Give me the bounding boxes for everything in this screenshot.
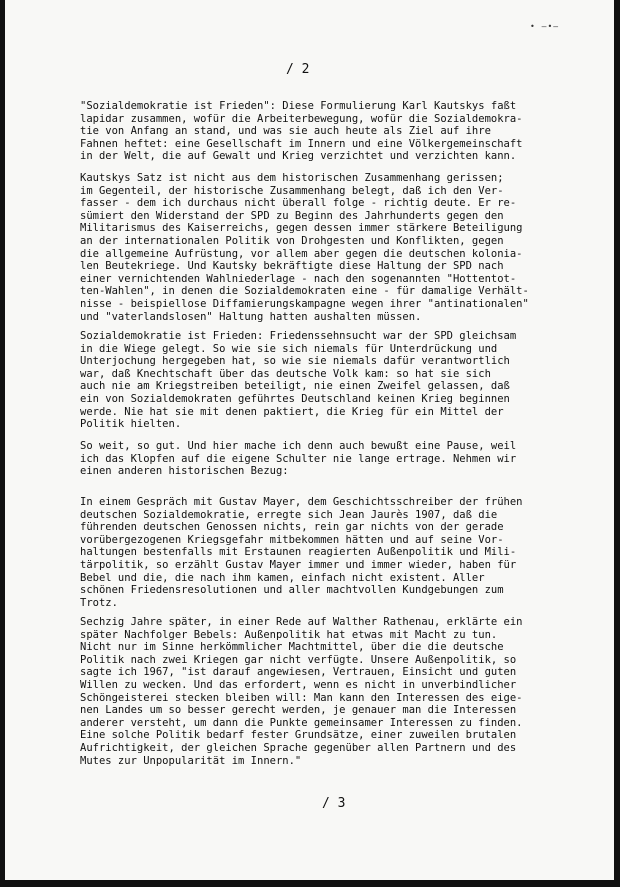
page-number-bottom: / 3 xyxy=(322,796,346,811)
text-line: werde. Nie hat sie mit denen paktiert, die Krieg für ein Mittel der xyxy=(80,405,504,418)
text-line: tie von Anfang an stand, und was sie auch heute als Ziel auf ihre xyxy=(80,125,491,138)
text-line: "Sozialdemokratie ist Frieden": Diese Formulierung Karl Kautskys faßt xyxy=(80,100,517,112)
text-line: Sozialdemokratie ist Frieden: Friedenssehnsucht war der SPD gleichsam xyxy=(80,330,517,342)
text-line: einer vernichtenden Wahlniederlage - nach den sogenannten "Hottentot- xyxy=(80,272,517,285)
text-line: auch nie am Kriegstreiben beteiligt, nie einen Zweifel gelassen, daß xyxy=(80,380,510,393)
text-line: ten-Wahlen", in denen die Sozialdemokraten eine - für damalige Verhält- xyxy=(80,285,529,298)
text-line: lapidar zusammen, wofür die Arbeiterbewegung, wofür die Sozialdemokra- xyxy=(80,112,523,125)
text-line: Nicht nur im Sinne herkömmlicher Machtmittel, über die die deutsche xyxy=(80,641,504,654)
paragraph-5 xyxy=(80,496,600,609)
text-line: vorübergezogenen Kriegsgefahr mitbekommen hätten und auf seine Vor- xyxy=(80,533,504,546)
paragraph-1 xyxy=(80,100,600,163)
text-line: ich das Klopfen auf die eigene Schulter nie lange ertrage. Nehmen wir xyxy=(80,452,517,465)
paragraph-2 xyxy=(80,172,600,323)
text-line: in die Wiege gelegt. So wie sie sich niemals für Unterdrückung und xyxy=(80,342,498,355)
page-number-top: / 2 xyxy=(286,62,310,77)
text-line: an der internationalen Politik von Drohgesten und Konflikten, gegen xyxy=(80,234,504,247)
text-line: in der Welt, die auf Gewalt und Krieg verzichtet und verzichten kann. xyxy=(80,150,517,163)
text-line: So weit, so gut. Und hier mache ich denn auch bewußt eine Pause, weil xyxy=(80,440,517,452)
paragraph-6 xyxy=(80,616,600,767)
text-line: Unterjochung hergegeben hat, so wie sie niemals dafür verantwortlich xyxy=(80,355,510,368)
text-line: Schöngeisterei stecken bleiben will: Man kann den Interessen des eige- xyxy=(80,691,523,704)
corner-scan-mark: • —•— xyxy=(530,22,560,31)
text-line: tärpolitik, so erzählt Gustav Mayer immer und immer wieder, haben für xyxy=(80,558,517,571)
paragraph-3 xyxy=(80,330,600,431)
text-line: sagte ich 1967, "ist darauf angewiesen, Vertrauen, Einsicht und guten xyxy=(80,666,517,679)
text-line: Kautskys Satz ist nicht aus dem historischen Zusammenhang gerissen; xyxy=(80,172,504,184)
text-line: nisse - beispiellose Diffamierungskampagne wegen ihrer "antinationalen" xyxy=(80,297,529,310)
text-line: haltungen bestenfalls mit Erstaunen reagierten Außenpolitik und Mili- xyxy=(80,546,517,559)
text-line: war, daß Knechtschaft über das deutsche Volk kam: so hat sie sich xyxy=(80,367,491,380)
scan-border-bottom xyxy=(0,880,620,887)
text-line: Politik hielten. xyxy=(80,418,182,431)
text-line: im Gegenteil, der historische Zusammenhang belegt, daß ich den Ver- xyxy=(80,184,504,197)
text-line: Bebel und die, die nach ihm kamen, einfach nicht existent. Aller xyxy=(80,571,485,584)
text-line: Politik nach zwei Kriegen gar nicht verfügte. Unsere Außenpolitik, so xyxy=(80,653,517,666)
text-line: die allgemeine Aufrüstung, vor allem aber gegen die deutschen kolonia- xyxy=(80,247,523,260)
text-line: Eine solche Politik bedarf fester Grundsätze, einer zuweilen brutalen xyxy=(80,729,517,742)
text-line: Sechzig Jahre später, in einer Rede auf Walther Rathenau, erklärte ein xyxy=(80,616,523,628)
text-line: deutschen Sozialdemokratie, erregte sich Jean Jaurès 1907, daß die xyxy=(80,508,498,521)
text-line: führenden deutschen Genossen nichts, rein gar nichts von der gerade xyxy=(80,521,504,534)
text-line: Fahnen heftet: eine Gesellschaft im Innern und eine Völkergemeinschaft xyxy=(80,137,523,150)
paragraph-4 xyxy=(80,440,600,478)
text-line: len Beutekriege. Und Kautsky bekräftigte diese Haltung der SPD nach xyxy=(80,260,504,273)
scan-border-right xyxy=(614,0,620,887)
text-line: Militarismus des Kaiserreichs, gegen dessen immer stärkere Beteiligung xyxy=(80,222,523,235)
scan-border-left xyxy=(0,0,5,887)
text-line: Aufrichtigkeit, der gleichen Sprache gegenüber allen Partnern und des xyxy=(80,741,517,754)
text-line: fasser - dem ich durchaus nicht überall folge - richtig deute. Er re- xyxy=(80,197,517,210)
text-line: später Nachfolger Bebels: Außenpolitik hat etwas mit Macht zu tun. xyxy=(80,628,498,641)
text-line: Willen zu wecken. Und das erfordert, wenn es nicht in unverbindlicher xyxy=(80,678,517,691)
text-line: nen Landes um so besser gerecht werden, je genauer man die Interessen xyxy=(80,704,517,717)
text-line: Trotz. xyxy=(80,596,118,609)
text-line: In einem Gespräch mit Gustav Mayer, dem Geschichtsschreiber der frühen xyxy=(80,496,523,508)
text-line: einen anderen historischen Bezug: xyxy=(80,465,289,478)
text-line: und "vaterlandslosen" Haltung hatten aushalten müssen. xyxy=(80,310,422,323)
text-line: schönen Friedensresolutionen und aller machtvollen Kundgebungen zum xyxy=(80,584,504,597)
text-line: sümiert den Widerstand der SPD zu Beginn des Jahrhunderts gegen den xyxy=(80,209,504,222)
text-line: Mutes zur Unpopularität im Innern." xyxy=(80,754,302,767)
text-line: ein von Sozialdemokraten geführtes Deutschland keinen Krieg beginnen xyxy=(80,392,510,405)
text-line: anderer versteht, um dann die Punkte gemeinsamer Interessen zu finden. xyxy=(80,716,523,729)
